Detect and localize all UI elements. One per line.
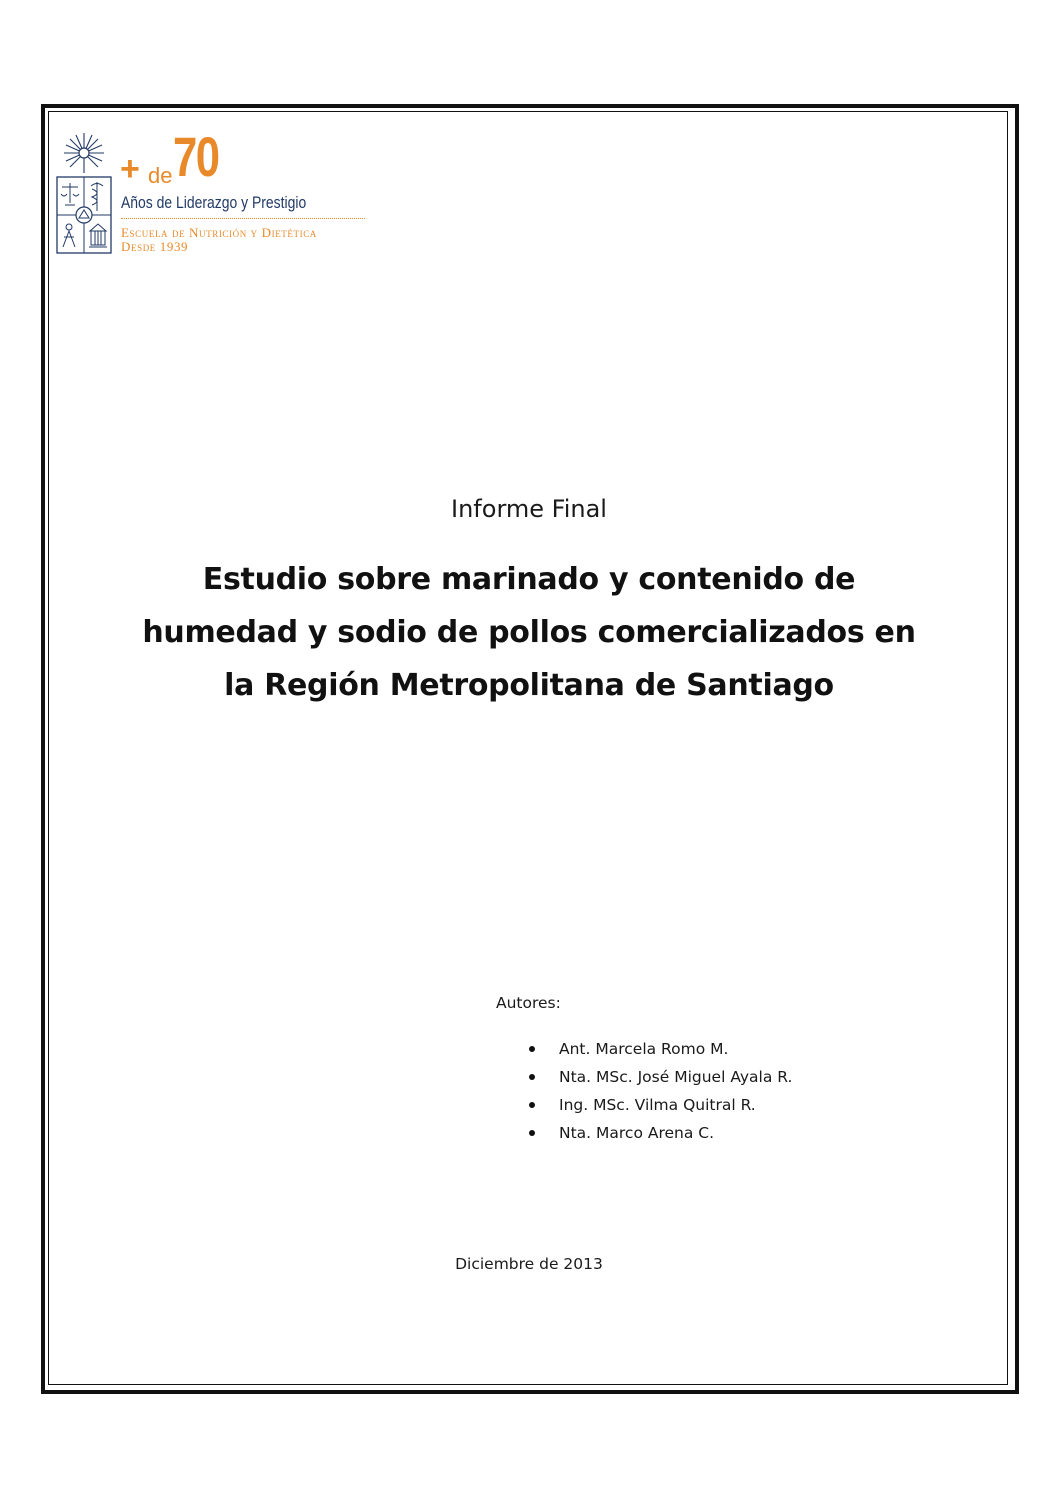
logo-tagline: Años de Liderazgo y Prestigio bbox=[121, 193, 307, 212]
bullet-icon bbox=[529, 1130, 535, 1136]
logo-divider bbox=[121, 218, 365, 219]
author-item bbox=[524, 1066, 792, 1094]
author-item bbox=[524, 1094, 792, 1122]
authors-list bbox=[524, 1038, 792, 1150]
logo-since-year: Desde 1939 bbox=[121, 239, 189, 254]
logo-years-number: 70 bbox=[173, 125, 219, 188]
author-name: Ing. MSc. Vilma Quitral R. bbox=[559, 1096, 756, 1114]
bullet-icon bbox=[529, 1046, 535, 1052]
page-frame-inner bbox=[48, 111, 1008, 1385]
bullet-icon bbox=[529, 1102, 535, 1108]
author-item bbox=[524, 1122, 792, 1150]
report-date: Diciembre de 2013 bbox=[455, 1255, 603, 1273]
author-name: Nta. MSc. José Miguel Ayala R. bbox=[559, 1068, 793, 1086]
logo-plus-sign: + bbox=[120, 150, 140, 188]
logo-school-name: Escuela de Nutrición y Dietética bbox=[121, 225, 317, 240]
author-item bbox=[524, 1038, 792, 1066]
author-name: Ant. Marcela Romo M. bbox=[559, 1040, 729, 1058]
report-title-line: humedad y sodio de pollos comercializados en bbox=[142, 615, 916, 650]
report-type: Informe Final bbox=[451, 495, 607, 523]
report-title-line: Estudio sobre marinado y contenido de bbox=[202, 562, 856, 597]
author-name: Nta. Marco Arena C. bbox=[559, 1124, 715, 1142]
institution-logo bbox=[55, 125, 375, 259]
report-title bbox=[130, 553, 928, 712]
bullet-icon bbox=[529, 1074, 535, 1080]
university-crest-icon bbox=[55, 131, 113, 255]
logo-de-text: de bbox=[148, 163, 173, 188]
authors-label: Autores: bbox=[496, 994, 561, 1012]
report-title-line: la Región Metropolitana de Santiago bbox=[224, 668, 834, 703]
